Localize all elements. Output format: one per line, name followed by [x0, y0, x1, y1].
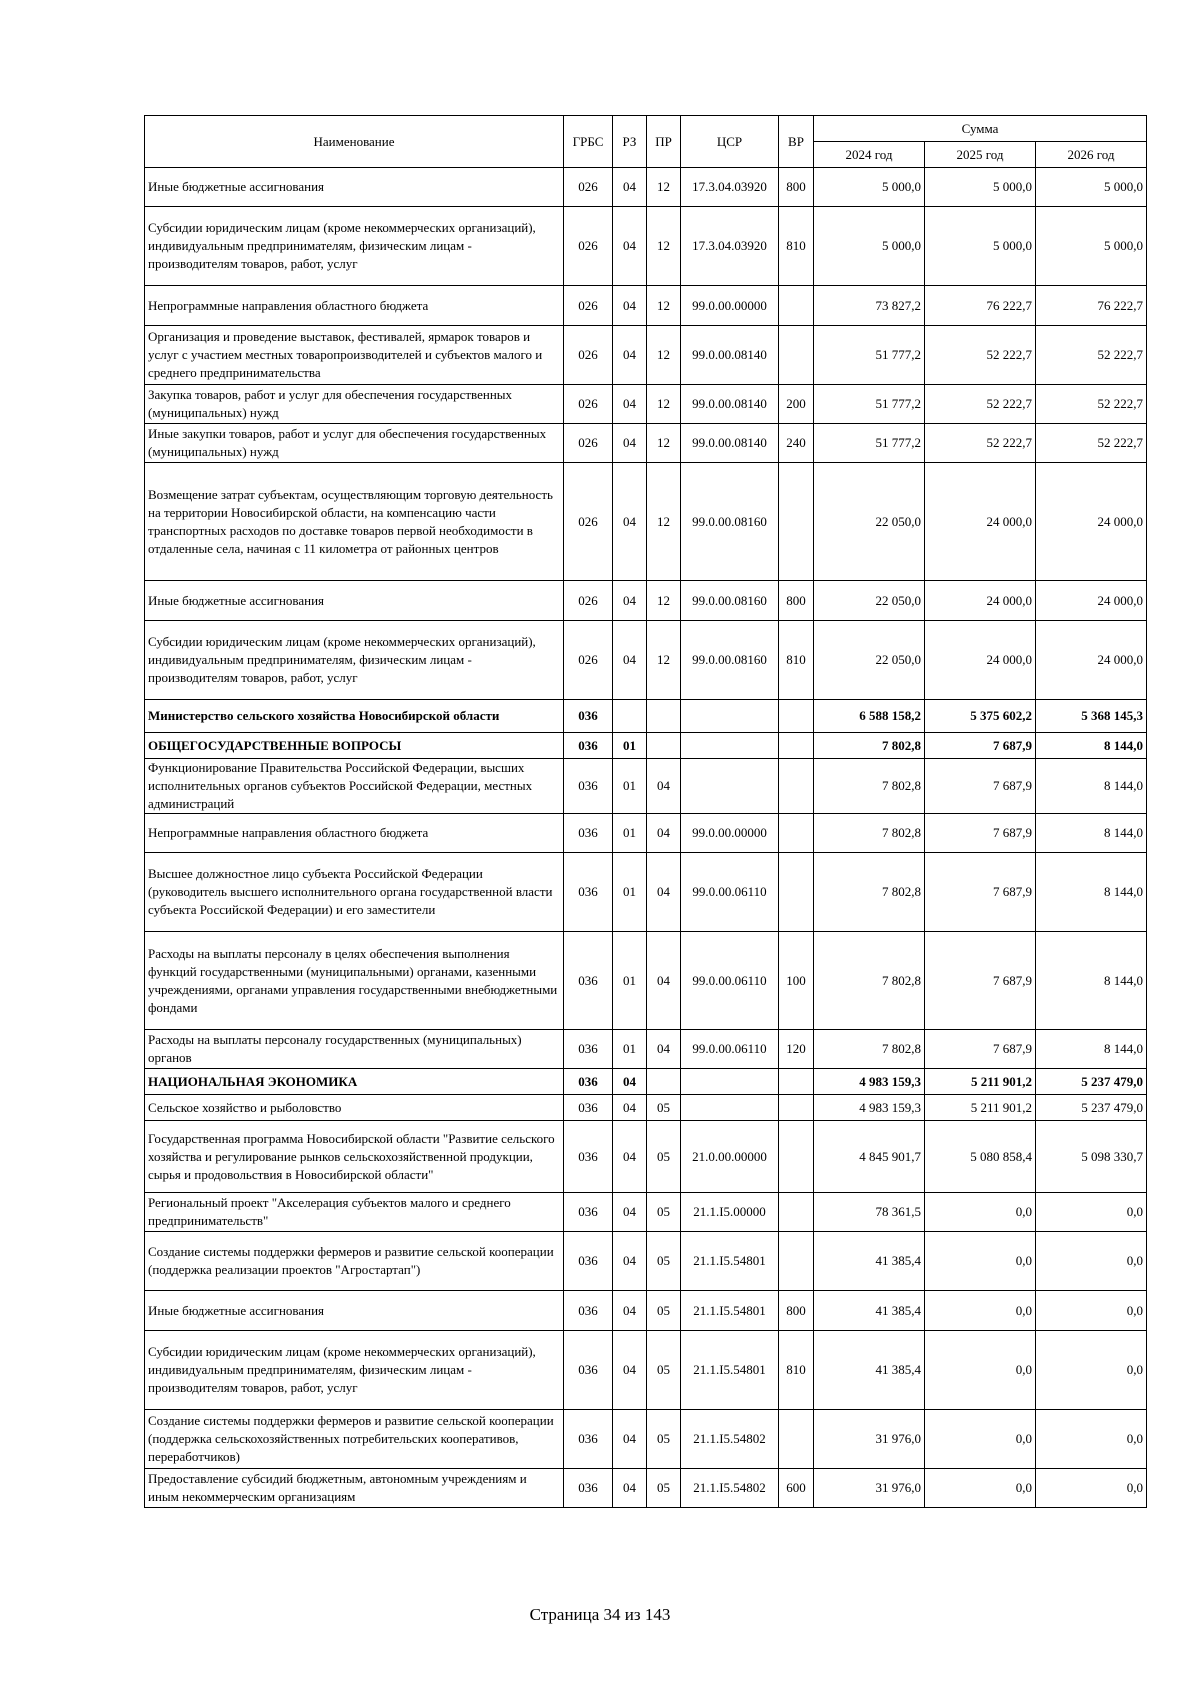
- cell-csr: 17.3.04.03920: [681, 207, 779, 286]
- cell-2025: 0,0: [925, 1193, 1036, 1232]
- cell-2026: 8 144,0: [1036, 932, 1147, 1030]
- table-row: [145, 1121, 1147, 1193]
- header-vr: ВР: [779, 116, 814, 168]
- cell-2024: 7 802,8: [814, 733, 925, 759]
- cell-csr: 99.0.00.00000: [681, 286, 779, 326]
- header-2026: 2026 год: [1036, 142, 1147, 168]
- cell-name: Министерство сельского хозяйства Новосибирской области: [145, 700, 564, 733]
- cell-2025: 0,0: [925, 1331, 1036, 1410]
- cell-name: Расходы на выплаты персоналу государственных (муниципальных) органов: [145, 1030, 564, 1069]
- cell-name: ОБЩЕГОСУДАРСТВЕННЫЕ ВОПРОСЫ: [145, 733, 564, 759]
- cell-vr: 120: [779, 1030, 814, 1069]
- cell-2025: 7 687,9: [925, 853, 1036, 932]
- cell-2025: 7 687,9: [925, 759, 1036, 814]
- budget-table: [144, 115, 1147, 1508]
- cell-grbs: 036: [564, 932, 613, 1030]
- cell-rz: 04: [613, 207, 647, 286]
- cell-2026: 8 144,0: [1036, 814, 1147, 853]
- cell-grbs: 026: [564, 463, 613, 581]
- cell-grbs: 036: [564, 1030, 613, 1069]
- cell-vr: 200: [779, 385, 814, 424]
- table-row: [145, 759, 1147, 814]
- cell-grbs: 036: [564, 1291, 613, 1331]
- cell-pr: 12: [647, 207, 681, 286]
- cell-rz: 04: [613, 1232, 647, 1291]
- table-row: [145, 932, 1147, 1030]
- table-row: [145, 581, 1147, 621]
- cell-2026: 76 222,7: [1036, 286, 1147, 326]
- table-row: [145, 286, 1147, 326]
- cell-rz: 01: [613, 759, 647, 814]
- cell-rz: 04: [613, 424, 647, 463]
- cell-2025: 5 000,0: [925, 168, 1036, 207]
- cell-name: Предоставление субсидий бюджетным, автономным учреждениям и иным некоммерческим организациям: [145, 1469, 564, 1508]
- cell-csr: 21.1.I5.54801: [681, 1291, 779, 1331]
- table-row: [145, 814, 1147, 853]
- cell-vr: 800: [779, 1291, 814, 1331]
- cell-csr: 21.1.I5.54801: [681, 1232, 779, 1291]
- cell-2026: 0,0: [1036, 1291, 1147, 1331]
- cell-pr: 04: [647, 932, 681, 1030]
- cell-pr: 05: [647, 1469, 681, 1508]
- cell-name: Возмещение затрат субъектам, осуществляющим торговую деятельность на территории Новосибирской области, на компенсацию части транспортных расходов по доставке товаров первой необходимости в отдаленные села, начиная с 11 километра от районных центров: [145, 463, 564, 581]
- cell-2024: 31 976,0: [814, 1469, 925, 1508]
- cell-2026: 24 000,0: [1036, 581, 1147, 621]
- cell-csr: [681, 1095, 779, 1121]
- cell-rz: 04: [613, 581, 647, 621]
- cell-pr: 05: [647, 1410, 681, 1469]
- cell-vr: 800: [779, 581, 814, 621]
- cell-2026: 52 222,7: [1036, 385, 1147, 424]
- table-row: [145, 326, 1147, 385]
- cell-pr: 05: [647, 1331, 681, 1410]
- cell-vr: [779, 286, 814, 326]
- cell-grbs: 036: [564, 733, 613, 759]
- cell-2025: 76 222,7: [925, 286, 1036, 326]
- cell-csr: [681, 759, 779, 814]
- cell-vr: [779, 1121, 814, 1193]
- cell-csr: 99.0.00.06110: [681, 932, 779, 1030]
- cell-rz: 04: [613, 385, 647, 424]
- cell-vr: [779, 463, 814, 581]
- cell-vr: [779, 814, 814, 853]
- page-number: Страница 34 из 143: [529, 1605, 671, 1624]
- cell-grbs: 036: [564, 853, 613, 932]
- cell-2026: 24 000,0: [1036, 621, 1147, 700]
- cell-rz: 04: [613, 168, 647, 207]
- cell-name: Иные бюджетные ассигнования: [145, 168, 564, 207]
- cell-2025: 5 000,0: [925, 207, 1036, 286]
- cell-2024: 41 385,4: [814, 1291, 925, 1331]
- cell-2025: 0,0: [925, 1291, 1036, 1331]
- cell-2025: 24 000,0: [925, 463, 1036, 581]
- cell-2024: 51 777,2: [814, 326, 925, 385]
- cell-pr: 04: [647, 1030, 681, 1069]
- cell-2024: 7 802,8: [814, 759, 925, 814]
- cell-rz: 04: [613, 1331, 647, 1410]
- table-row: [145, 1291, 1147, 1331]
- cell-vr: [779, 1095, 814, 1121]
- cell-2026: 0,0: [1036, 1410, 1147, 1469]
- cell-vr: [779, 1410, 814, 1469]
- cell-2024: 22 050,0: [814, 581, 925, 621]
- cell-2024: 7 802,8: [814, 814, 925, 853]
- cell-grbs: 026: [564, 326, 613, 385]
- cell-2025: 0,0: [925, 1410, 1036, 1469]
- table-row: [145, 424, 1147, 463]
- header-2024: 2024 год: [814, 142, 925, 168]
- cell-name: Субсидии юридическим лицам (кроме некоммерческих организаций), индивидуальным предпринимателям, физическим лицам - производителям товаров, работ, услуг: [145, 1331, 564, 1410]
- cell-2024: 78 361,5: [814, 1193, 925, 1232]
- cell-grbs: 026: [564, 581, 613, 621]
- cell-csr: 21.1.I5.54802: [681, 1410, 779, 1469]
- cell-2024: 7 802,8: [814, 932, 925, 1030]
- cell-grbs: 026: [564, 621, 613, 700]
- table-header: [145, 116, 1147, 168]
- header-grbs: ГРБС: [564, 116, 613, 168]
- cell-name: Функционирование Правительства Российской Федерации, высших исполнительных органов субъектов Российской Федерации, местных администраций: [145, 759, 564, 814]
- cell-2024: 41 385,4: [814, 1331, 925, 1410]
- cell-rz: 04: [613, 326, 647, 385]
- cell-name: Высшее должностное лицо субъекта Российской Федерации (руководитель высшего исполнительного органа государственной власти субъекта Российской Федерации) и его заместители: [145, 853, 564, 932]
- cell-vr: [779, 853, 814, 932]
- cell-2026: 5 098 330,7: [1036, 1121, 1147, 1193]
- cell-2026: 5 368 145,3: [1036, 700, 1147, 733]
- cell-2025: 7 687,9: [925, 1030, 1036, 1069]
- cell-2024: 73 827,2: [814, 286, 925, 326]
- cell-2024: 5 000,0: [814, 168, 925, 207]
- cell-pr: 05: [647, 1232, 681, 1291]
- cell-name: Иные бюджетные ассигнования: [145, 581, 564, 621]
- cell-grbs: 036: [564, 1331, 613, 1410]
- cell-2024: 51 777,2: [814, 424, 925, 463]
- cell-rz: 04: [613, 286, 647, 326]
- cell-name: Непрограммные направления областного бюджета: [145, 814, 564, 853]
- cell-grbs: 036: [564, 1410, 613, 1469]
- cell-name: Иные бюджетные ассигнования: [145, 1291, 564, 1331]
- cell-csr: [681, 1069, 779, 1095]
- cell-rz: [613, 700, 647, 733]
- cell-2024: 22 050,0: [814, 621, 925, 700]
- cell-vr: 810: [779, 621, 814, 700]
- cell-csr: 99.0.00.08140: [681, 385, 779, 424]
- cell-vr: [779, 733, 814, 759]
- cell-rz: 04: [613, 1410, 647, 1469]
- cell-2025: 7 687,9: [925, 932, 1036, 1030]
- cell-csr: 17.3.04.03920: [681, 168, 779, 207]
- cell-2026: 0,0: [1036, 1331, 1147, 1410]
- cell-pr: 04: [647, 814, 681, 853]
- cell-grbs: 036: [564, 759, 613, 814]
- cell-name: Непрограммные направления областного бюджета: [145, 286, 564, 326]
- cell-2024: 4 845 901,7: [814, 1121, 925, 1193]
- cell-pr: [647, 700, 681, 733]
- cell-2025: 7 687,9: [925, 733, 1036, 759]
- cell-2026: 8 144,0: [1036, 759, 1147, 814]
- cell-2026: 5 000,0: [1036, 168, 1147, 207]
- table-row: [145, 733, 1147, 759]
- cell-rz: 01: [613, 1030, 647, 1069]
- cell-grbs: 036: [564, 1193, 613, 1232]
- cell-csr: 21.0.00.00000: [681, 1121, 779, 1193]
- cell-csr: 99.0.00.08160: [681, 621, 779, 700]
- cell-grbs: 036: [564, 700, 613, 733]
- cell-csr: 99.0.00.08160: [681, 581, 779, 621]
- cell-csr: [681, 733, 779, 759]
- header-csr: ЦСР: [681, 116, 779, 168]
- cell-2026: 5 237 479,0: [1036, 1069, 1147, 1095]
- cell-csr: 99.0.00.08140: [681, 424, 779, 463]
- cell-grbs: 036: [564, 1095, 613, 1121]
- cell-rz: 04: [613, 1291, 647, 1331]
- cell-2024: 7 802,8: [814, 1030, 925, 1069]
- cell-pr: 04: [647, 853, 681, 932]
- cell-name: Государственная программа Новосибирской области "Развитие сельского хозяйства и регулирование рынков сельскохозяйственной продукции, сырья и продовольствия в Новосибирской области": [145, 1121, 564, 1193]
- cell-vr: [779, 326, 814, 385]
- cell-pr: 12: [647, 621, 681, 700]
- header-2025: 2025 год: [925, 142, 1036, 168]
- header-rz: РЗ: [613, 116, 647, 168]
- cell-pr: 12: [647, 286, 681, 326]
- cell-grbs: 026: [564, 286, 613, 326]
- cell-grbs: 026: [564, 385, 613, 424]
- cell-2026: 5 237 479,0: [1036, 1095, 1147, 1121]
- cell-2024: 7 802,8: [814, 853, 925, 932]
- cell-vr: [779, 1193, 814, 1232]
- cell-vr: [779, 1232, 814, 1291]
- cell-2026: 0,0: [1036, 1232, 1147, 1291]
- cell-2024: 6 588 158,2: [814, 700, 925, 733]
- cell-pr: 12: [647, 463, 681, 581]
- cell-2025: 5 211 901,2: [925, 1095, 1036, 1121]
- cell-pr: 05: [647, 1121, 681, 1193]
- cell-csr: 21.1.I5.54802: [681, 1469, 779, 1508]
- table-row: [145, 385, 1147, 424]
- cell-2024: 4 983 159,3: [814, 1069, 925, 1095]
- cell-2025: 5 375 602,2: [925, 700, 1036, 733]
- cell-vr: 600: [779, 1469, 814, 1508]
- cell-2024: 4 983 159,3: [814, 1095, 925, 1121]
- cell-name: Сельское хозяйство и рыболовство: [145, 1095, 564, 1121]
- cell-csr: 21.1.I5.54801: [681, 1331, 779, 1410]
- cell-vr: [779, 700, 814, 733]
- cell-vr: [779, 759, 814, 814]
- cell-2026: 52 222,7: [1036, 424, 1147, 463]
- cell-2026: 24 000,0: [1036, 463, 1147, 581]
- cell-csr: [681, 700, 779, 733]
- cell-grbs: 026: [564, 168, 613, 207]
- cell-2025: 52 222,7: [925, 385, 1036, 424]
- header-name: Наименование: [145, 116, 564, 168]
- cell-name: Субсидии юридическим лицам (кроме некоммерческих организаций), индивидуальным предпринимателям, физическим лицам - производителям товаров, работ, услуг: [145, 207, 564, 286]
- cell-2025: 52 222,7: [925, 326, 1036, 385]
- cell-2026: 0,0: [1036, 1469, 1147, 1508]
- cell-2024: 22 050,0: [814, 463, 925, 581]
- cell-vr: [779, 1069, 814, 1095]
- cell-vr: 240: [779, 424, 814, 463]
- cell-pr: 05: [647, 1193, 681, 1232]
- table-row: [145, 853, 1147, 932]
- cell-csr: 99.0.00.06110: [681, 1030, 779, 1069]
- table-row: [145, 207, 1147, 286]
- cell-2026: 0,0: [1036, 1193, 1147, 1232]
- cell-grbs: 036: [564, 1232, 613, 1291]
- table-row: [145, 621, 1147, 700]
- cell-2025: 5 211 901,2: [925, 1069, 1036, 1095]
- cell-2026: 52 222,7: [1036, 326, 1147, 385]
- cell-2025: 24 000,0: [925, 581, 1036, 621]
- cell-2024: 41 385,4: [814, 1232, 925, 1291]
- cell-rz: 01: [613, 733, 647, 759]
- cell-rz: 04: [613, 1095, 647, 1121]
- cell-2025: 24 000,0: [925, 621, 1036, 700]
- cell-csr: 99.0.00.06110: [681, 853, 779, 932]
- header-sum: Сумма: [814, 116, 1147, 142]
- cell-name: Расходы на выплаты персоналу в целях обеспечения выполнения функций государственными (муниципальными) органами, казенными учреждениями, органами управления государственными внебюджетными фондами: [145, 932, 564, 1030]
- cell-grbs: 026: [564, 207, 613, 286]
- cell-grbs: 036: [564, 1069, 613, 1095]
- cell-name: НАЦИОНАЛЬНАЯ ЭКОНОМИКА: [145, 1069, 564, 1095]
- cell-grbs: 036: [564, 1469, 613, 1508]
- table-row: [145, 463, 1147, 581]
- table-row: [145, 1331, 1147, 1410]
- cell-rz: 04: [613, 1069, 647, 1095]
- cell-rz: 04: [613, 621, 647, 700]
- cell-pr: 12: [647, 581, 681, 621]
- cell-grbs: 036: [564, 814, 613, 853]
- cell-vr: 810: [779, 207, 814, 286]
- cell-2025: 7 687,9: [925, 814, 1036, 853]
- cell-2025: 5 080 858,4: [925, 1121, 1036, 1193]
- table-row: [145, 1030, 1147, 1069]
- cell-name: Закупка товаров, работ и услуг для обеспечения государственных (муниципальных) нужд: [145, 385, 564, 424]
- cell-rz: 04: [613, 1469, 647, 1508]
- cell-rz: 04: [613, 463, 647, 581]
- cell-2026: 8 144,0: [1036, 853, 1147, 932]
- cell-2025: 0,0: [925, 1232, 1036, 1291]
- table-row: [145, 1232, 1147, 1291]
- cell-2025: 0,0: [925, 1469, 1036, 1508]
- cell-csr: 99.0.00.08140: [681, 326, 779, 385]
- cell-name: Иные закупки товаров, работ и услуг для обеспечения государственных (муниципальных) нужд: [145, 424, 564, 463]
- cell-rz: 04: [613, 1193, 647, 1232]
- cell-csr: 21.1.I5.00000: [681, 1193, 779, 1232]
- cell-pr: [647, 733, 681, 759]
- cell-pr: 05: [647, 1095, 681, 1121]
- table-row: [145, 1069, 1147, 1095]
- table-row: [145, 1095, 1147, 1121]
- cell-csr: 99.0.00.08160: [681, 463, 779, 581]
- cell-pr: 12: [647, 326, 681, 385]
- cell-vr: 800: [779, 168, 814, 207]
- header-pr: ПР: [647, 116, 681, 168]
- cell-vr: 810: [779, 1331, 814, 1410]
- cell-rz: 01: [613, 853, 647, 932]
- table-row: [145, 168, 1147, 207]
- cell-pr: 04: [647, 759, 681, 814]
- cell-name: Региональный проект "Акселерация субъектов малого и среднего предпринимательств": [145, 1193, 564, 1232]
- table-row: [145, 1193, 1147, 1232]
- cell-2026: 8 144,0: [1036, 733, 1147, 759]
- table-row: [145, 1410, 1147, 1469]
- table-body: [145, 168, 1147, 1508]
- cell-rz: 01: [613, 814, 647, 853]
- cell-csr: 99.0.00.00000: [681, 814, 779, 853]
- table-row: [145, 1469, 1147, 1508]
- cell-2024: 5 000,0: [814, 207, 925, 286]
- cell-name: Организация и проведение выставок, фестивалей, ярмарок товаров и услуг с участием местных товаропроизводителей и субъектов малого и среднего предпринимательства: [145, 326, 564, 385]
- cell-grbs: 026: [564, 424, 613, 463]
- cell-vr: 100: [779, 932, 814, 1030]
- cell-2025: 52 222,7: [925, 424, 1036, 463]
- cell-pr: 05: [647, 1291, 681, 1331]
- cell-pr: [647, 1069, 681, 1095]
- cell-2024: 51 777,2: [814, 385, 925, 424]
- cell-2024: 31 976,0: [814, 1410, 925, 1469]
- cell-2026: 8 144,0: [1036, 1030, 1147, 1069]
- table-row: [145, 700, 1147, 733]
- cell-rz: 01: [613, 932, 647, 1030]
- cell-pr: 12: [647, 168, 681, 207]
- cell-pr: 12: [647, 424, 681, 463]
- cell-name: Создание системы поддержки фермеров и развитие сельской кооперации (поддержка сельскохозяйственных потребительских кооперативов, переработчиков): [145, 1410, 564, 1469]
- cell-pr: 12: [647, 385, 681, 424]
- cell-name: Создание системы поддержки фермеров и развитие сельской кооперации (поддержка реализации проектов "Агростартап"): [145, 1232, 564, 1291]
- cell-grbs: 036: [564, 1121, 613, 1193]
- cell-name: Субсидии юридическим лицам (кроме некоммерческих организаций), индивидуальным предпринимателям, физическим лицам - производителям товаров, работ, услуг: [145, 621, 564, 700]
- cell-2026: 5 000,0: [1036, 207, 1147, 286]
- cell-rz: 04: [613, 1121, 647, 1193]
